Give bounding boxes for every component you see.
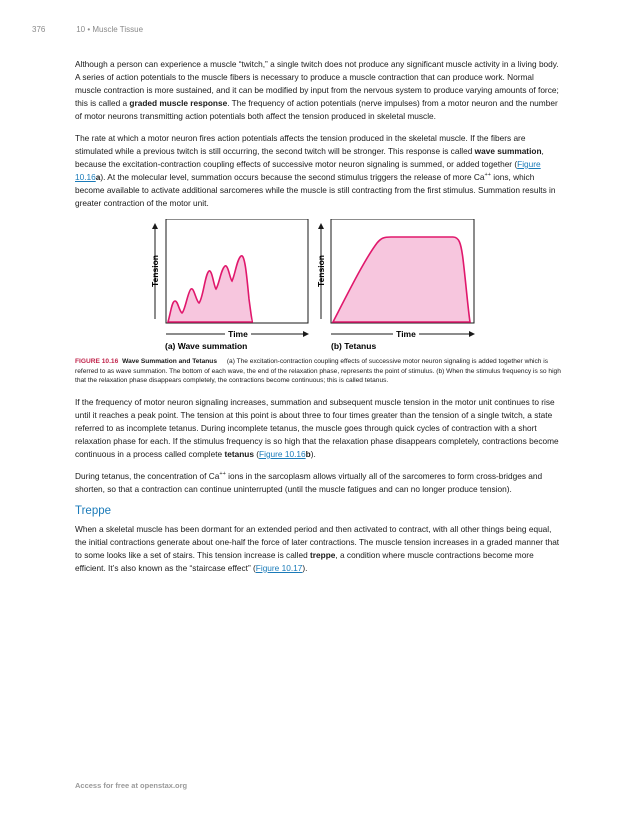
main-content — [75, 58, 561, 584]
text-run: , a condition where muscle contractions become more efficient. It’s also known as the “staircase effect” ( — [75, 549, 534, 573]
paragraph-tetanus-calcium — [75, 470, 561, 496]
x-axis-label-a: Time — [228, 329, 248, 339]
text-run: ). At the molecular level, summation occurs because the second stimulus triggers the release of more Ca — [100, 172, 485, 182]
figure-link-10-16b[interactable]: Figure 10.16 — [259, 448, 306, 459]
text-run: ions, which become available to activate additional sarcomeres while the muscle is still contracting from the first stimulus. Summation results in greater contraction of the motor unit. — [75, 172, 556, 208]
text-run: ( — [253, 448, 260, 459]
figure-10-16 — [75, 219, 561, 355]
page-footer: Access for free at openstax.org — [75, 781, 188, 790]
page-number: 376 — [32, 25, 46, 34]
chapter-title: 10 • Muscle Tissue — [76, 25, 144, 34]
text-run: ). — [302, 562, 308, 573]
wave-summation-curve — [168, 256, 253, 322]
figure-link-10-17[interactable]: Figure 10.17 — [255, 562, 303, 573]
term-treppe: treppe — [310, 549, 336, 560]
y-axis-label-a: Tension — [150, 255, 160, 287]
section-heading-treppe: Treppe — [75, 504, 112, 517]
panel-title-a: (a) Wave summation — [165, 341, 248, 351]
text-run: ). — [310, 448, 316, 459]
text-run: Although a person can experience a muscle “twitch,” a single twitch does not produce any significant muscle activity in a living body. A series of action potentials to the muscle fibers is necessary to produce a muscle contraction that can produce work. Normal muscle contraction is more sustained, and it can be modified by input from the nervous system to produce varying amounts of force; this is called a — [75, 59, 559, 108]
panel-a-wave-summation — [150, 219, 308, 351]
caption-text: (a) The excitation-contraction coupling effects of successive motor neuron signaling is added together which is referred to as wave summation. The bottom of each wave, the end of the relaxation phase, represents the point of stimulus. (b) When the stimulus frequency is so high that the relaxation phase disappears completely, the contractions become continuous; this is called tetanus. — [75, 358, 561, 385]
figure-caption — [75, 357, 561, 386]
link-suffix: b — [305, 448, 311, 459]
paragraph-incomplete-tetanus — [75, 396, 561, 461]
text-run: ions in the sarcoplasm allows virtually all of the sarcomeres to form cross-bridges and shorten, so that a contraction can continue uninterrupted (until the muscle fatigues and can no longer produce tension). — [75, 470, 543, 494]
superscript: ++ — [219, 471, 226, 478]
text-run: , because the excitation-contraction coupling effects of successive motor neuron signaling is summed, or added together ( — [75, 146, 544, 169]
paragraph-wave-summation — [75, 132, 561, 210]
text-run: If the frequency of motor neuron signaling increases, summation and subsequent muscle tension in the motor unit continues to rise until it reaches a peak point. The tension at this point is about three to four times greater than the tension of a single twitch, a state referred to as incomplete tetanus. During incomplete tetanus, the muscle goes through quick cycles of contraction with a short relaxation phase for each. If the stimulus frequency is so high that the relaxation phase disappears completely, contractions become continuous in a process called complete — [75, 396, 559, 459]
x-axis-label-b: Time — [396, 329, 416, 339]
term-wave-summation: wave summation — [474, 146, 542, 156]
term-graded-muscle-response: graded muscle response — [129, 98, 228, 108]
paragraph-treppe — [75, 523, 561, 575]
figure-title: Wave Summation and Tetanus — [122, 358, 217, 365]
term-tetanus: tetanus — [224, 448, 254, 459]
figure-diagram — [75, 219, 561, 355]
text-run: During tetanus, the concentration of Ca — [75, 470, 220, 481]
text-run: When a skeletal muscle has been dormant for an extended period and then activated to contract, with all other things being equal, the initial contractions generate about one-half the force of later contractions. The muscle tension increases in a graded manner that to some looks like a set of stairs. This tension increase is called — [75, 523, 560, 560]
paragraph-graded-response — [75, 58, 561, 123]
panel-b-tetanus — [316, 219, 474, 351]
panel-title-b: (b) Tetanus — [331, 341, 377, 351]
tetanus-curve — [333, 237, 470, 322]
y-axis-label-b: Tension — [316, 255, 326, 287]
figure-label: FIGURE 10.16 — [75, 358, 119, 365]
page-header — [32, 25, 143, 34]
superscript: ++ — [484, 172, 491, 179]
link-suffix: a — [95, 172, 101, 182]
text-run: . The frequency of action potentials (nerve impulses) from a motor neuron and the number of motor neurons transmitting action potentials both affect the tension produced in skeletal muscle. — [75, 98, 558, 121]
figure-link-10-16a[interactable]: Figure 10.16 — [75, 159, 541, 182]
text-run: The rate at which a motor neuron fires action potentials affects the tension produced in the skeletal muscle. If the fibers are stimulated while a previous twitch is still occurring, the second twitch will be stronger. This response is called — [75, 133, 526, 156]
